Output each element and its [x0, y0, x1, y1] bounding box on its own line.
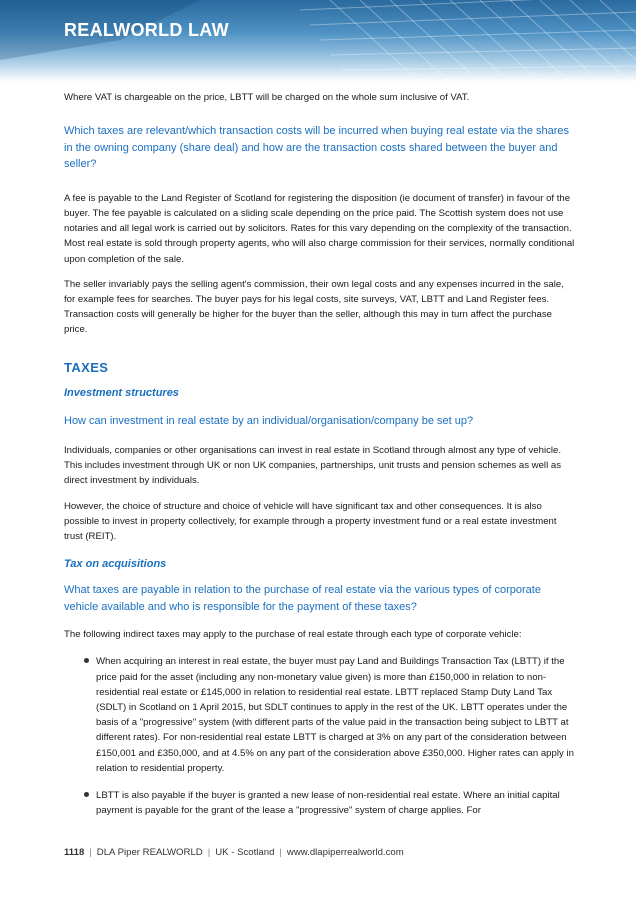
question-heading: How can investment in real estate by an individual/organisation/company be set up? [64, 414, 474, 427]
list-item [64, 654, 576, 776]
question-heading: What taxes are payable in relation to the purchase of real estate via the various types of corporate vehicle available and who is responsible for the payment of these taxes? [64, 584, 541, 613]
subheading-tax-on-acquisitions: Tax on acquisitions [64, 558, 167, 571]
list-item [64, 788, 576, 818]
building-facade-graphic [0, 0, 636, 82]
brand-title: REALWORLD LAW [64, 20, 229, 40]
paragraph: A fee is payable to the Land Register of Scotland for registering the disposition (ie document of transfer) in favour of the buyer. The fee payable is calculated on a sliding scale depending on the price paid. The Scottish system does not use notaries and all legal work is carried out by solicitors. Rates for this vary depending on the complexity of the transaction. Most real estate is sold through property agents, who will also charge commission for their services, normally conditional upon completion of the sale. [64, 192, 575, 265]
footer-divider: | [207, 847, 211, 858]
header-banner [0, 0, 636, 82]
bullet-icon [84, 792, 89, 797]
paragraph: The following indirect taxes may apply to the purchase of real estate through each type of corporate vehicle: [64, 629, 522, 641]
footer-divider: | [89, 847, 92, 858]
section-heading-taxes: TAXES [64, 359, 109, 375]
footer-publisher: DLA Piper REALWORLD [96, 847, 203, 858]
paragraph: However, the choice of structure and choice of vehicle will have significant tax and other consequences. It is also possible to invest in property collectively, for example through a property investment fund or a real estate investment trust (REIT). [64, 500, 557, 543]
footer-jurisdiction: UK - Scotland [215, 847, 275, 858]
list-item-text: When acquiring an interest in real estate, the buyer must pay Land and Buildings Transaction Tax (LBTT) if the price paid for the asset (including any non-monetary value given) is more than £150,000 in relation to non-residential real estate or £145,000 in relation to residential real estate. LBTT replaced Stamp Duty Land Tax (SDLT) in Scotland on 1 April 2015, but SDLT continues to apply in the rest of the UK. LBTT operates under the basis of a "progressive" system (with different parts of the value paid in the transaction being subject to LBTT at different rates). For non-residential real estate LBTT is charged at 3% on any part of the consideration between £150,001 and £350,000, and at 4.5% on any part of the consideration above £350,000. Higher rates can apply in relation to residential property. [96, 656, 574, 774]
page-footer [64, 847, 404, 858]
bullet-list [64, 654, 576, 818]
paragraph: The seller invariably pays the selling agent's commission, their own legal costs and any expenses incurred in the sale, for example fees for searches. The buyer pays for his legal costs, site surveys, VAT, LBTT and Land Register fees. Transaction costs will generally be higher for the buyer than the seller, although this may in turn affect the purchase price. [64, 278, 564, 336]
subheading-investment-structures: Investment structures [64, 386, 179, 399]
paragraph: Individuals, companies or other organisations can invest in real estate in Scotland through almost any type of vehicle. This includes investment through UK or non UK companies, partnerships, unit trusts and pension schemes as well as direct investment by individuals. [64, 445, 562, 487]
bullet-icon [84, 658, 89, 663]
footer-website-link[interactable]: www.dlapiperrealworld.com [286, 847, 404, 858]
page-number: 1118 [64, 847, 85, 858]
paragraph: Where VAT is chargeable on the price, LBTT will be charged on the whole sum inclusive of VAT. [64, 92, 470, 103]
question-heading: Which taxes are relevant/which transaction costs will be incurred when buying real estate via the shares in the owning company (share deal) and how are the transaction costs shared between the buyer and seller? [64, 125, 570, 171]
main-content [64, 90, 576, 818]
list-item-text: LBTT is also payable if the buyer is granted a new lease of non-residential real estate. Where an initial capital payment is payable for the grant of the lease a "progressive" system of charge applies. For [96, 790, 560, 817]
footer-divider: | [279, 847, 282, 858]
